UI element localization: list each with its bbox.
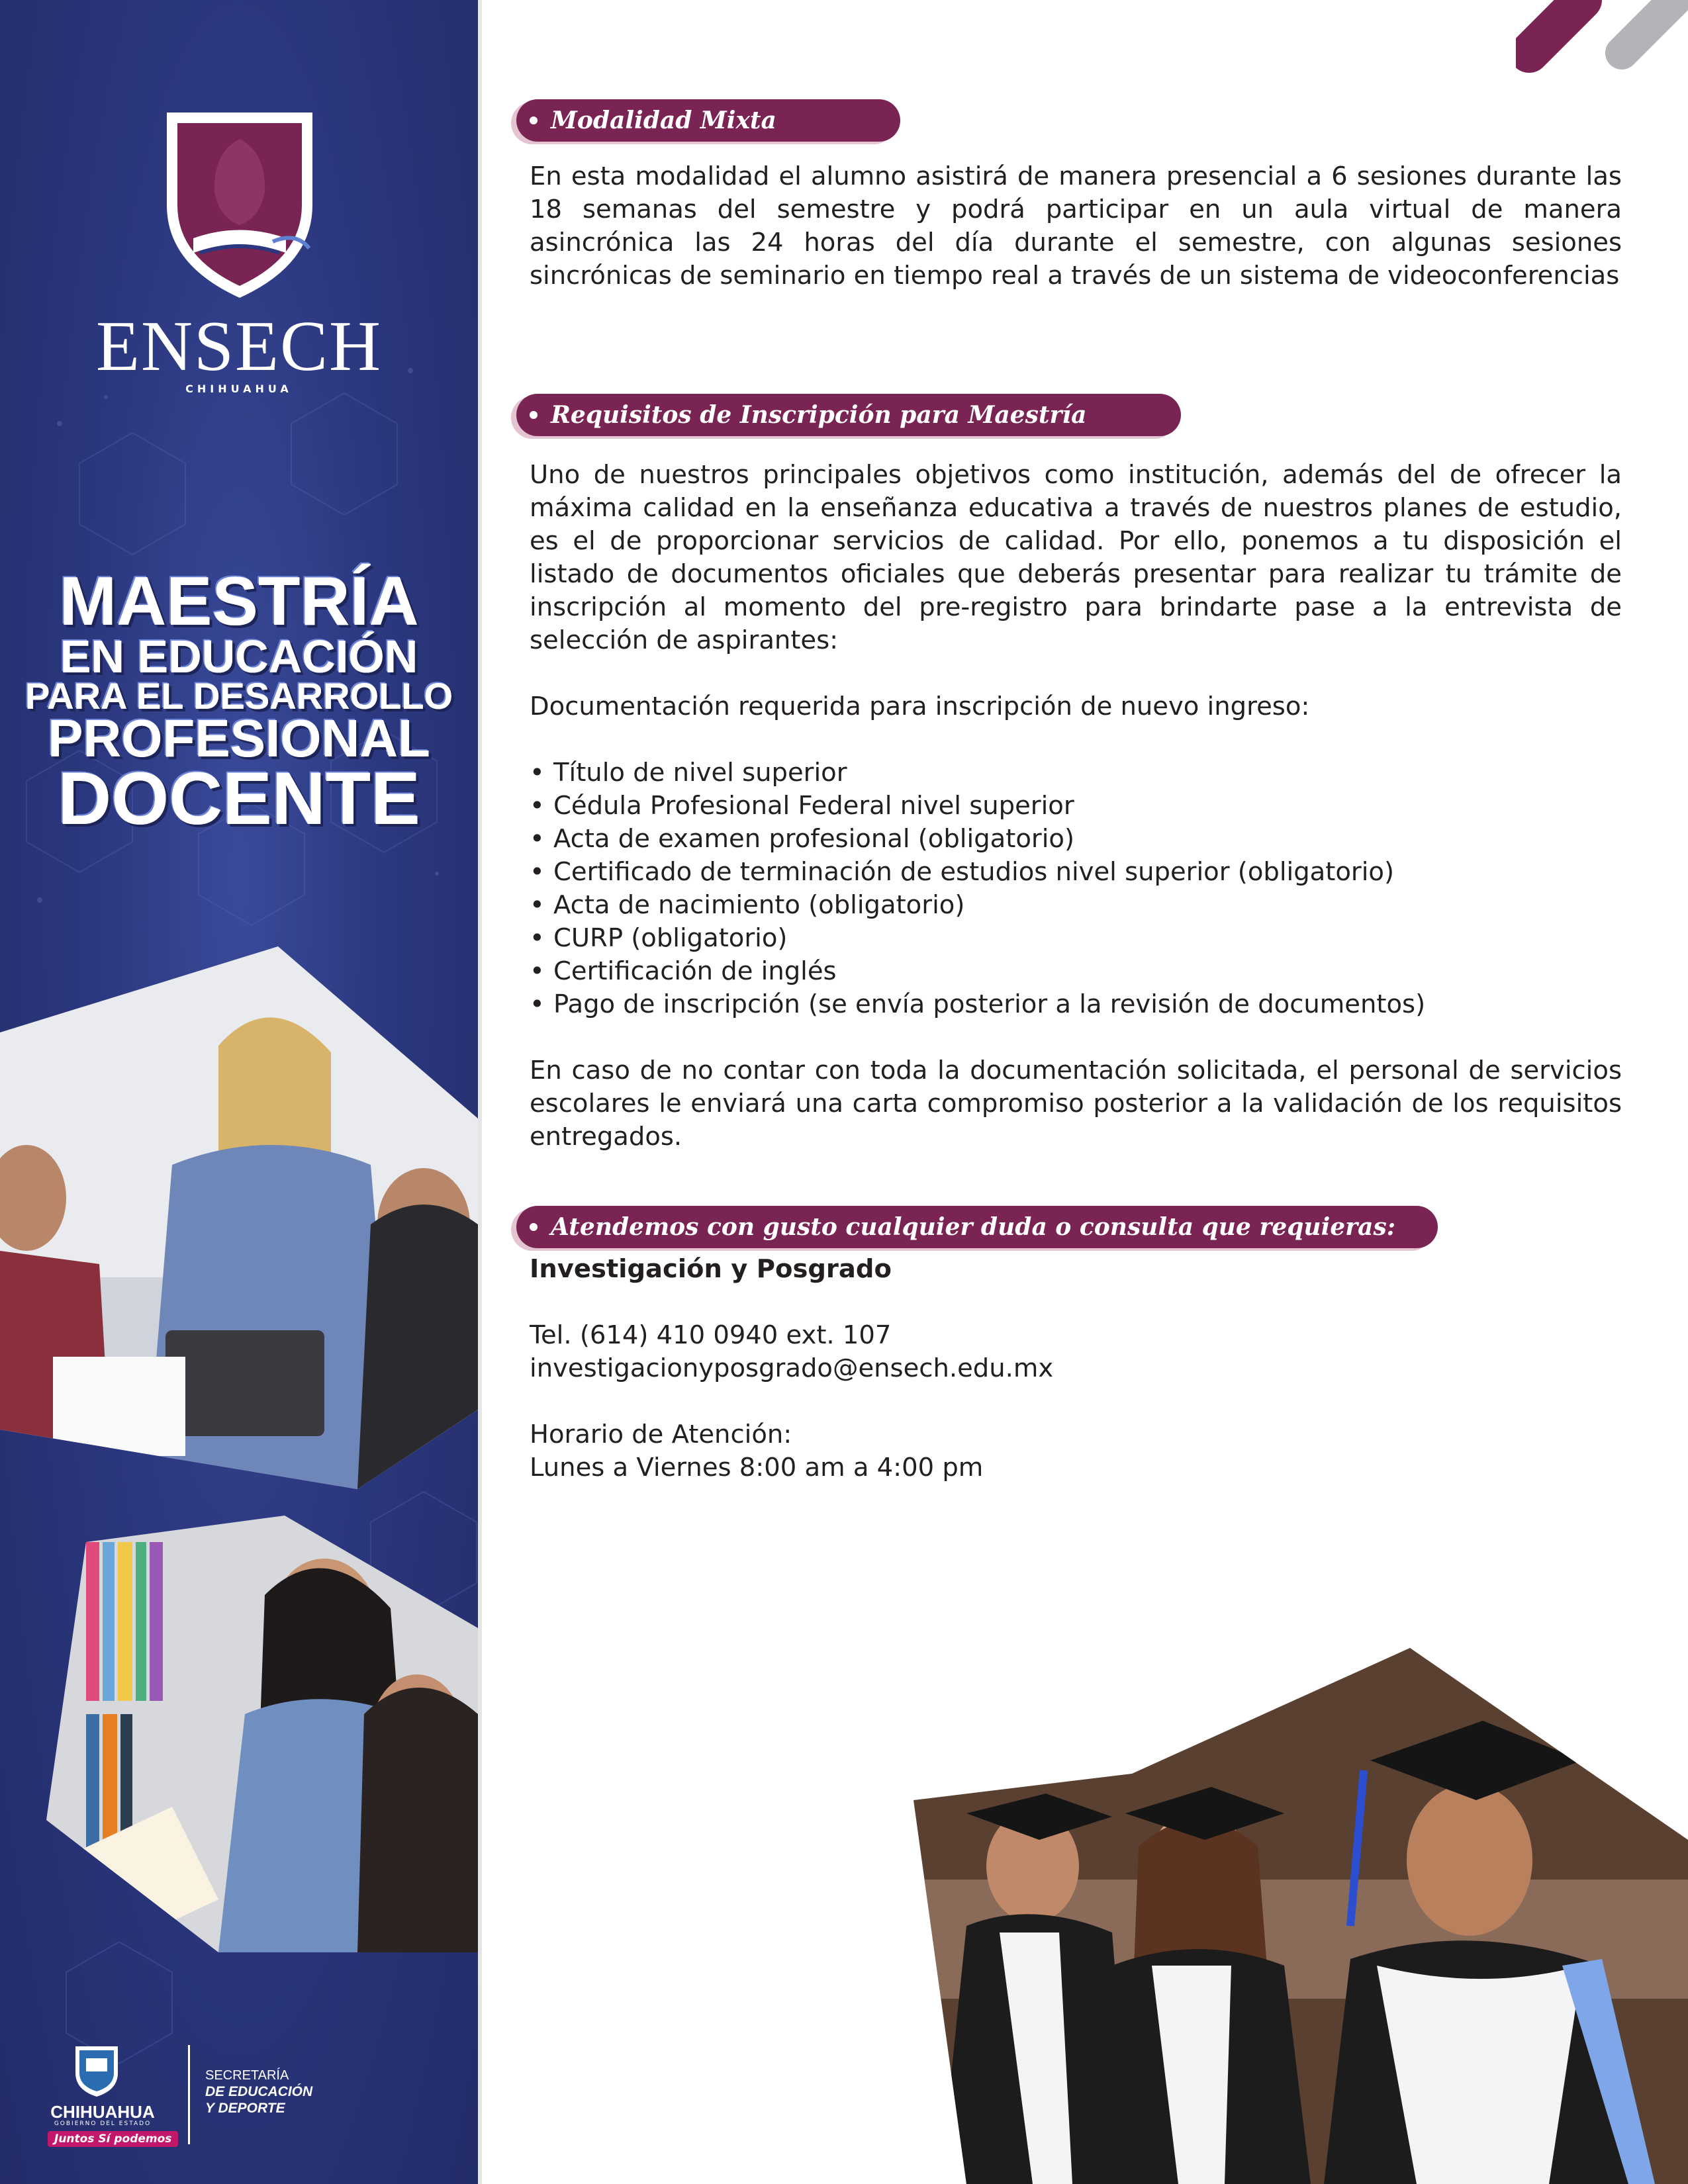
government-logos bbox=[40, 2038, 450, 2144]
secretaria-line1: SECRETARÍA bbox=[205, 2068, 289, 2083]
ensech-city: CHIHUAHUA bbox=[185, 383, 293, 395]
program-title-line5: DOCENTE bbox=[58, 757, 420, 841]
program-title-line2: EN EDUCACIÓN bbox=[60, 630, 418, 682]
government-slogan: Juntos Sí podemos bbox=[48, 2131, 178, 2147]
document-item: • Acta de nacimiento (obligatorio) bbox=[530, 889, 1622, 922]
library-photo bbox=[46, 1516, 478, 1952]
documents-list bbox=[530, 756, 1622, 1021]
classroom-photo bbox=[0, 946, 478, 1489]
secretaria-line2: DE EDUCACIÓN bbox=[205, 2084, 313, 2099]
chihuahua-government-subtitle: GOBIERNO DEL ESTADO bbox=[54, 2120, 152, 2127]
program-title bbox=[20, 563, 458, 841]
chihuahua-government-name: CHIHUAHUA bbox=[50, 2102, 155, 2122]
document-item: • Pago de inscripción (se envía posterior a la revisión de documentos) bbox=[530, 988, 1622, 1021]
contact-department: Investigación y Posgrado bbox=[530, 1254, 892, 1284]
sidebar bbox=[0, 0, 478, 2184]
ensech-logo-text: ENSECH bbox=[95, 307, 383, 386]
document-item: • Cédula Profesional Federal nivel superior bbox=[530, 790, 1622, 823]
sidebar-edge bbox=[478, 0, 482, 2184]
program-title-line1: MAESTRÍA bbox=[59, 563, 419, 640]
document-item: • Título de nivel superior bbox=[530, 756, 1622, 790]
contact-phone: Tel. (614) 410 0940 ext. 107 bbox=[530, 1320, 892, 1350]
document-item: • Certificado de terminación de estudios nivel superior (obligatorio) bbox=[530, 856, 1622, 889]
requisitos-heading: Requisitos de Inscripción para Maestría bbox=[516, 394, 1181, 436]
secretaria-line3: Y DEPORTE bbox=[205, 2101, 285, 2116]
document-item: • Certificación de inglés bbox=[530, 955, 1622, 988]
logo-divider bbox=[188, 2045, 190, 2144]
chihuahua-shield-icon bbox=[73, 2044, 120, 2098]
contacto-heading: Atendemos con gusto cualquier duda o consulta que requieras: bbox=[516, 1206, 1438, 1248]
graduation-photo bbox=[914, 1648, 1688, 2184]
hours-value: Lunes a Viernes 8:00 am a 4:00 pm bbox=[530, 1453, 984, 1482]
modalidad-text: En esta modalidad el alumno asistirá de manera presencial a 6 sesiones durante las 18 semanas del semestre y podrá participar en un aula virtual de manera asincrónica las 24 horas del día durante el semestre, con algunas sesiones sincrónicas de seminario en tiempo real a través de un sistema de videoconferencias bbox=[530, 161, 1622, 291]
modalidad-heading: Modalidad Mixta bbox=[516, 99, 900, 142]
hours-label: Horario de Atención: bbox=[530, 1420, 792, 1449]
requisitos-intro: Uno de nuestros principales objetivos como institución, además del de ofrecer la máxima calidad en la enseñanza educativa a través de nuestros planes de estudio, es el de proporcionar servicios de calidad. Por ello, ponemos a tu disposición el listado de documentos oficiales que deberás presentar para realizar tu trámite de inscripción al momento del pre-registro para brindarte pase a la entrevista de selección de aspirantes: bbox=[530, 460, 1622, 655]
corner-decoration bbox=[1516, 0, 1688, 73]
program-title-line4: PROFESIONAL bbox=[48, 709, 430, 768]
ensech-shield-logo bbox=[154, 106, 326, 304]
contact-email[interactable]: investigacionyposgrado@ensech.edu.mx bbox=[530, 1353, 1054, 1383]
documents-heading: Documentación requerida para inscripción de nuevo ingreso: bbox=[530, 692, 1310, 721]
requisitos-note: En caso de no contar con toda la documentación solicitada, el personal de servicios escolares le enviará una carta compromiso posterior a la validación de los requisitos entregados. bbox=[530, 1056, 1622, 1152]
secretaria-logo bbox=[205, 2068, 312, 2116]
document-item: • CURP (obligatorio) bbox=[530, 922, 1622, 955]
document-item: • Acta de examen profesional (obligatorio) bbox=[530, 823, 1622, 856]
program-title-line3: PARA EL DESARROLLO bbox=[24, 675, 453, 717]
